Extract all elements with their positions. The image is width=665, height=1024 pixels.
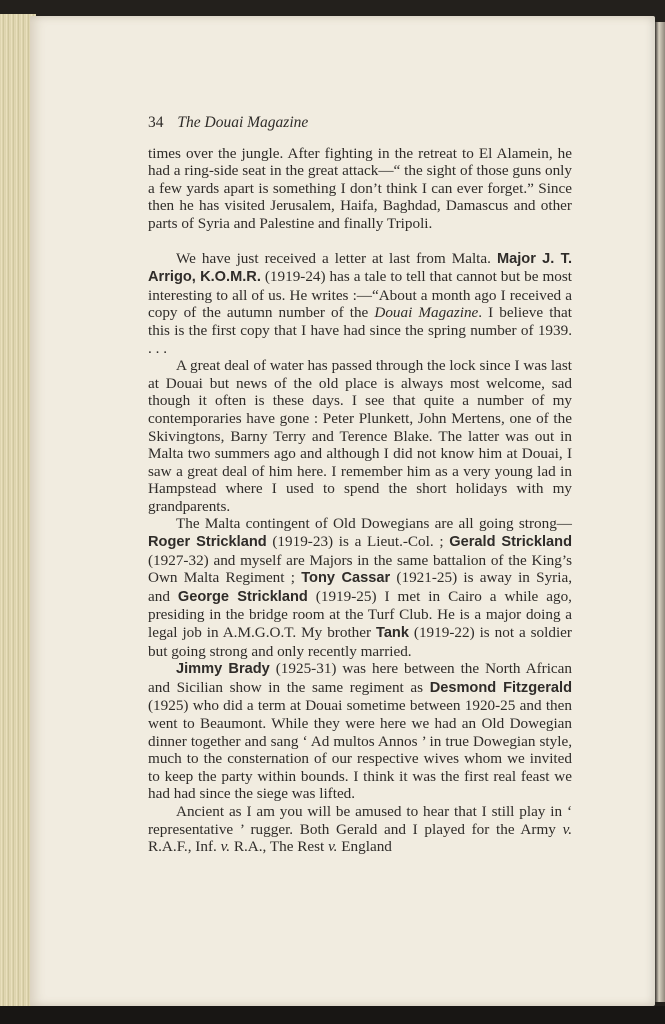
text-run: R.A., The Rest bbox=[230, 838, 329, 856]
italic-text: v. bbox=[328, 838, 338, 856]
book-spine-strip bbox=[655, 22, 665, 1002]
name-highlight: Desmond Fitzgerald bbox=[429, 679, 572, 696]
italic-text: v. bbox=[562, 820, 572, 838]
name-highlight: George Strickland bbox=[177, 588, 308, 605]
text-run: We have just received a letter at last from Malta. bbox=[176, 249, 497, 267]
text-run: (1919-23) is a Lieut.-Col. ; bbox=[266, 533, 450, 551]
article-body bbox=[148, 145, 572, 856]
name-highlight: Tank bbox=[375, 625, 409, 642]
text-run: (1925-31) was here between the North African and Sicilian show in the same regiment as bbox=[148, 660, 572, 696]
text-run: (1919-25) I met in Cairo a while ago, presiding in the bridge room at the Turf Club. He is a major doing a legal job in A.M.G.O.T. My brother bbox=[148, 587, 572, 642]
name-highlight: Major J. T. Arrigo, K.O.M.R. bbox=[148, 250, 572, 286]
text-run: A great deal of water has passed through the lock since I was last at Douai but news of the old place is always most welcome, sad though it often is these days. I see that quite a number of my contemporaries have gone : Peter Plunkett, John Mertens, one of the Skivingtons, Barny Terry and Terence Blake. The latter was out in Malta two summers ago and although I did not know him at Douai, I saw a great deal of him here. I remember him as a very young lad in Hampstead where I used to spend the short holidays with my grandparents. bbox=[148, 357, 572, 515]
name-highlight: Roger Strickland bbox=[148, 534, 267, 551]
paragraph-3 bbox=[148, 357, 572, 515]
paragraph-4 bbox=[148, 515, 572, 660]
text-run: times over the jungle. After fighting in the retreat to El Alamein, he had a ring-side seat in the great attack—“ the sight of those guns only a few yards apart is something I don’t think I can ever forget.” Since then he has visited Jerusalem, Haifa, Baghdad, Damascus and other parts of Syria and Palestine and finally Tripoli. bbox=[148, 144, 572, 232]
paragraph-5 bbox=[148, 660, 572, 803]
text-run: Ancient as I am you will be amused to hear that I still play in ‘ representative ’ rugger. Both Gerald and I played for the Army bbox=[148, 802, 572, 838]
text-run: (1919-22) is not a soldier but going strong and only recently married. bbox=[148, 624, 572, 660]
text-run: The Malta contingent of Old Dowegians are all going strong— bbox=[176, 515, 572, 533]
text-run: (1925) who did a term at Douai sometime between 1920-25 and then went to Beaumont. While they were here we had an Old Dowegian dinner together and sang ‘ Ad multos Annos ’ in true Dowegian style, much to the consternation of our respective wives whom we invited to keep the party within bounds. I think it was the first real feast we had had since the siege was lifted. bbox=[148, 697, 572, 803]
magazine-title: The Douai Magazine bbox=[177, 114, 309, 131]
paragraph-2 bbox=[148, 250, 572, 358]
name-highlight: Gerald Strickland bbox=[449, 534, 572, 551]
italic-text: Douai Magazine bbox=[374, 304, 479, 322]
page-text-block bbox=[148, 114, 572, 856]
page-number: 34 bbox=[148, 114, 164, 131]
italic-text: v. bbox=[220, 838, 231, 856]
scan-bottom-border bbox=[0, 1006, 665, 1024]
text-run: R.A.F., Inf. bbox=[148, 838, 221, 856]
text-run: England bbox=[337, 838, 392, 856]
name-highlight: Tony Cassar bbox=[301, 570, 391, 587]
paragraph-6 bbox=[148, 803, 572, 856]
text-run: . I believe that this is the first copy that I have had since the spring number of 1939. . . . bbox=[148, 304, 572, 357]
name-highlight: Jimmy Brady bbox=[176, 661, 270, 678]
text-run: (1921-25) is away in Syria, and bbox=[148, 569, 572, 605]
running-header bbox=[148, 114, 572, 132]
text-run: (1919-24) has a tale to tell that cannot but be most interesting to all of us. He writes :—“About a month ago I received a copy of the autumn number of the bbox=[148, 268, 572, 322]
text-run: (1927-32) and myself are Majors in the same battalion of the King’s Own Malta Regiment ; bbox=[148, 551, 572, 587]
paragraph-1 bbox=[148, 145, 572, 233]
